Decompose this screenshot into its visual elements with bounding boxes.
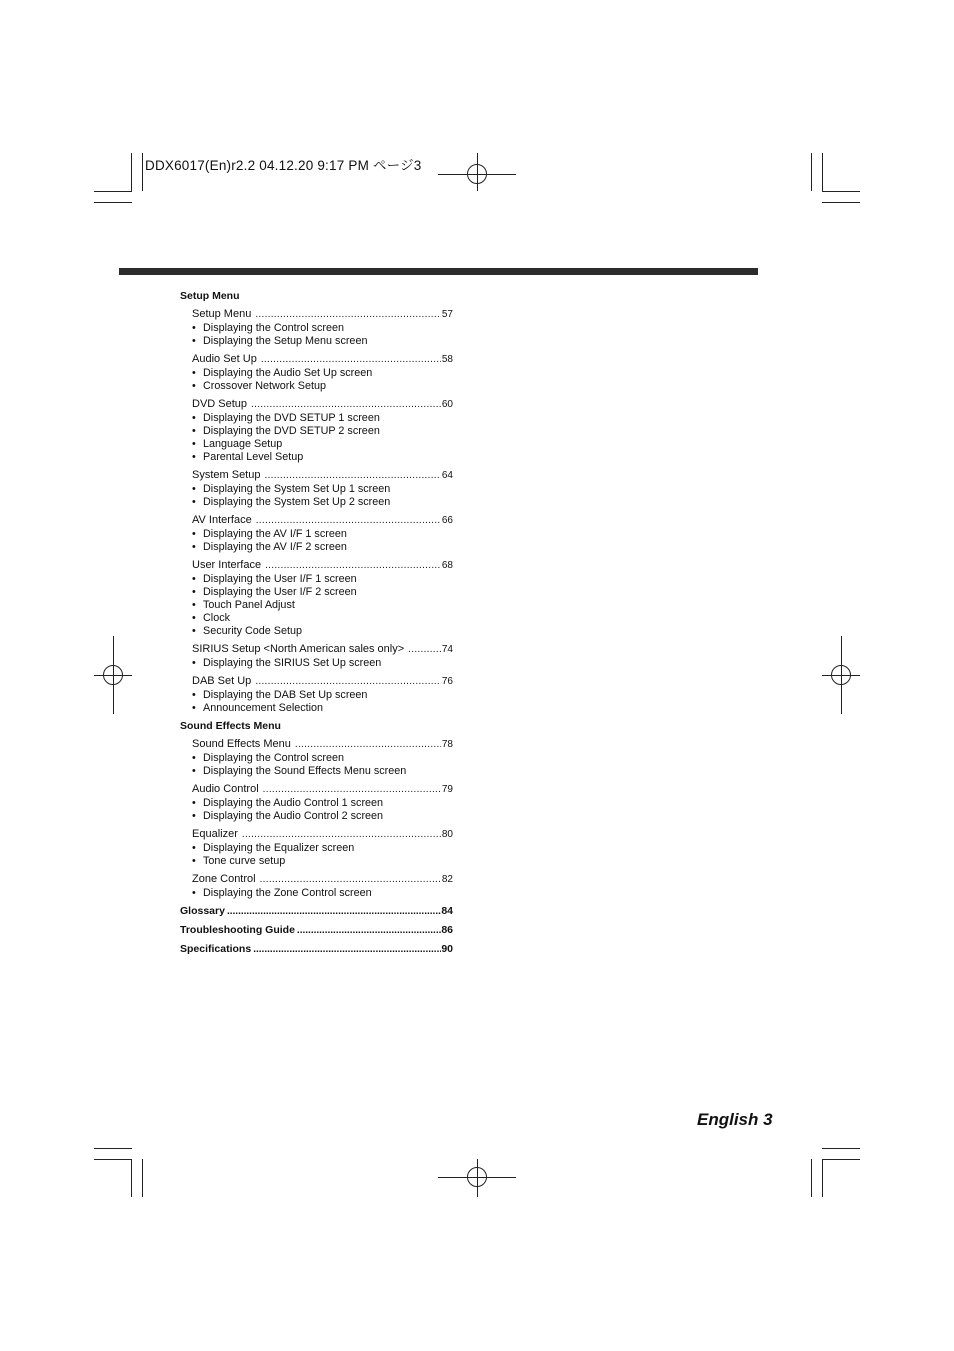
toc-bullet-text: Displaying the Equalizer screen — [203, 842, 355, 854]
bullet-icon: • — [192, 438, 196, 450]
bullet-icon: • — [192, 586, 196, 598]
toc-entry-label: System Setup — [192, 469, 261, 481]
toc-entry-label: Sound Effects Menu — [192, 738, 291, 750]
toc-entry[interactable] — [180, 352, 453, 367]
toc-bullet-text: Crossover Network Setup — [203, 380, 327, 392]
toc-entry[interactable] — [180, 397, 453, 412]
toc-entry-bold[interactable] — [180, 923, 453, 942]
toc-bullet-text: Displaying the User I/F 1 screen — [203, 573, 357, 585]
toc-bullet — [180, 380, 453, 393]
dot-leader — [253, 942, 441, 957]
bullet-icon: • — [192, 541, 196, 553]
crop-mark — [142, 153, 143, 191]
bullet-icon: • — [192, 797, 196, 809]
toc-entry-page: 90 — [441, 943, 453, 955]
toc-bullet — [180, 842, 453, 855]
dot-leader — [295, 737, 441, 752]
section-title: Sound Effects Menu — [180, 720, 281, 732]
bullet-icon: • — [192, 689, 196, 701]
toc-bullet — [180, 657, 453, 670]
toc-bullet-text: Security Code Setup — [203, 625, 303, 637]
toc-entry-label: Glossary — [180, 905, 225, 917]
toc-entry-page: 74 — [441, 644, 453, 655]
crop-mark — [811, 1159, 812, 1197]
toc-entry[interactable] — [180, 468, 453, 483]
crop-mark — [142, 1159, 143, 1197]
table-of-contents — [180, 289, 453, 961]
toc-bullet-text: Displaying the User I/F 2 screen — [203, 586, 357, 598]
toc-bullet-text: Displaying the DVD SETUP 1 screen — [203, 412, 380, 424]
dot-leader — [251, 397, 441, 412]
dot-leader — [265, 558, 441, 573]
crop-mark — [822, 153, 823, 191]
toc-entry[interactable] — [180, 737, 453, 752]
dot-leader — [242, 827, 441, 842]
toc-bullet-text: Touch Panel Adjust — [203, 599, 295, 611]
toc-entry[interactable] — [180, 782, 453, 797]
toc-bullet-text: Clock — [203, 612, 230, 624]
toc-bullet-text: Announcement Selection — [203, 702, 324, 714]
dot-leader — [297, 923, 441, 938]
crop-mark — [841, 636, 842, 714]
toc-bullet — [180, 425, 453, 438]
toc-bullet-text: Parental Level Setup — [203, 451, 304, 463]
toc-bullet — [180, 322, 453, 335]
dot-leader — [260, 872, 441, 887]
toc-bullet — [180, 599, 453, 612]
toc-entry[interactable] — [180, 307, 453, 322]
toc-entry[interactable] — [180, 827, 453, 842]
bullet-icon: • — [192, 367, 196, 379]
toc-bullet — [180, 625, 453, 638]
toc-bullet — [180, 335, 453, 348]
toc-entry[interactable] — [180, 642, 453, 657]
bullet-icon: • — [192, 380, 196, 392]
toc-bullet — [180, 367, 453, 380]
toc-bullet-text: Language Setup — [203, 438, 283, 450]
toc-bullet — [180, 752, 453, 765]
toc-entry-bold[interactable] — [180, 942, 453, 961]
crop-mark — [811, 153, 812, 191]
toc-entry[interactable] — [180, 513, 453, 528]
toc-bullet — [180, 541, 453, 554]
bullet-icon: • — [192, 528, 196, 540]
bullet-icon: • — [192, 496, 196, 508]
toc-bullet-text: Displaying the System Set Up 1 screen — [203, 483, 391, 495]
toc-bullet — [180, 765, 453, 778]
toc-bullet-text: Displaying the Audio Control 1 screen — [203, 797, 384, 809]
crop-mark — [822, 1148, 860, 1149]
bullet-icon: • — [192, 599, 196, 611]
crop-mark — [477, 1159, 478, 1197]
toc-entry-page: 82 — [441, 874, 453, 885]
toc-bullet-text: Displaying the Setup Menu screen — [203, 335, 368, 347]
bullet-icon: • — [192, 451, 196, 463]
toc-bullet-text: Tone curve setup — [203, 855, 286, 867]
dot-leader — [256, 513, 441, 528]
bullet-icon: • — [192, 657, 196, 669]
toc-bullet — [180, 496, 453, 509]
toc-entry-label: User Interface — [192, 559, 262, 571]
dot-leader — [255, 307, 441, 322]
toc-bullet — [180, 451, 453, 464]
toc-bullet-text: Displaying the SIRIUS Set Up screen — [203, 657, 382, 669]
toc-entry-page: 80 — [441, 829, 453, 840]
toc-bullet-text: Displaying the Control screen — [203, 322, 345, 334]
crop-mark — [131, 153, 132, 191]
toc-entry-label: Specifications — [180, 943, 252, 955]
bullet-icon: • — [192, 412, 196, 424]
crop-mark — [822, 1159, 823, 1197]
bullet-icon: • — [192, 625, 196, 637]
bullet-icon: • — [192, 887, 196, 899]
toc-bullet — [180, 438, 453, 451]
toc-entry-label: Troubleshooting Guide — [180, 924, 295, 936]
toc-entry[interactable] — [180, 558, 453, 573]
bullet-icon: • — [192, 842, 196, 854]
bullet-icon: • — [192, 573, 196, 585]
toc-entry-page: 84 — [441, 905, 453, 917]
toc-bullet-text: Displaying the Audio Control 2 screen — [203, 810, 384, 822]
print-slug: DDX6017(En)r2.2 04.12.20 9:17 PM ページ3 — [145, 158, 422, 173]
toc-bullet — [180, 810, 453, 823]
toc-entry-page: 68 — [441, 560, 453, 571]
toc-bullet-text: Displaying the DAB Set Up screen — [203, 689, 368, 701]
toc-entry-page: 58 — [441, 354, 453, 365]
toc-entry[interactable] — [180, 872, 453, 887]
toc-entry-label: Equalizer — [192, 828, 238, 840]
toc-entry-label: Zone Control — [192, 873, 256, 885]
header-rule — [119, 268, 758, 275]
dot-leader — [408, 642, 441, 657]
toc-entry-page: 60 — [441, 399, 453, 410]
toc-entry-page: 79 — [441, 784, 453, 795]
bullet-icon: • — [192, 425, 196, 437]
crop-mark — [822, 1159, 860, 1160]
toc-bullet — [180, 887, 453, 900]
crop-mark — [477, 153, 478, 191]
dot-leader — [227, 904, 441, 919]
toc-entry-page: 76 — [441, 676, 453, 687]
bullet-icon: • — [192, 612, 196, 624]
toc-bullet-text: Displaying the System Set Up 2 screen — [203, 496, 391, 508]
crop-mark — [131, 1159, 132, 1197]
bullet-icon: • — [192, 702, 196, 714]
toc-entry-page: 66 — [441, 515, 453, 526]
toc-bullet — [180, 702, 453, 715]
bullet-icon: • — [192, 335, 196, 347]
toc-bullet — [180, 412, 453, 425]
dot-leader — [264, 468, 440, 483]
toc-entry-label: SIRIUS Setup <North American sales only> — [192, 643, 405, 655]
bullet-icon: • — [192, 752, 196, 764]
toc-bullet — [180, 855, 453, 868]
crop-mark — [822, 202, 860, 203]
dot-leader — [255, 674, 441, 689]
crop-mark — [822, 191, 860, 192]
toc-bullet-text: Displaying the AV I/F 2 screen — [203, 541, 347, 553]
toc-entry-page: 78 — [441, 739, 453, 750]
toc-bullet-text: Displaying the Control screen — [203, 752, 345, 764]
crop-mark — [94, 191, 132, 192]
toc-entry-label: AV Interface — [192, 514, 252, 526]
section-title: Setup Menu — [180, 290, 240, 302]
toc-bullet — [180, 797, 453, 810]
page-number: English 3 — [697, 1110, 773, 1129]
toc-bullet — [180, 483, 453, 496]
toc-entry-bold[interactable] — [180, 904, 453, 923]
dot-leader — [263, 782, 441, 797]
toc-entry-page: 57 — [441, 309, 453, 320]
bullet-icon: • — [192, 322, 196, 334]
toc-entry[interactable] — [180, 674, 453, 689]
toc-bullet — [180, 573, 453, 586]
toc-entry-label: DVD Setup — [192, 398, 248, 410]
bullet-icon: • — [192, 855, 196, 867]
bullet-icon: • — [192, 810, 196, 822]
toc-entry-label: Audio Control — [192, 783, 259, 795]
toc-entry-label: Audio Set Up — [192, 353, 257, 365]
crop-mark — [94, 1148, 132, 1149]
crop-mark — [94, 1159, 132, 1160]
toc-bullet-text: Displaying the Audio Set Up screen — [203, 367, 373, 379]
toc-entry-page: 64 — [441, 470, 453, 481]
toc-entry-label: DAB Set Up — [192, 675, 252, 687]
toc-entry-label: Setup Menu — [192, 308, 252, 320]
toc-bullet-text: Displaying the DVD SETUP 2 screen — [203, 425, 380, 437]
toc-bullet — [180, 528, 453, 541]
crop-mark — [113, 636, 114, 714]
dot-leader — [261, 352, 441, 367]
toc-bullet-text: Displaying the Sound Effects Menu screen — [203, 765, 407, 777]
toc-bullet — [180, 586, 453, 599]
toc-bullet-text: Displaying the Zone Control screen — [203, 887, 372, 899]
toc-bullet — [180, 689, 453, 702]
crop-mark — [94, 202, 132, 203]
toc-entry-page: 86 — [441, 924, 453, 936]
bullet-icon: • — [192, 765, 196, 777]
toc-bullet-text: Displaying the AV I/F 1 screen — [203, 528, 347, 540]
toc-bullet — [180, 612, 453, 625]
bullet-icon: • — [192, 483, 196, 495]
